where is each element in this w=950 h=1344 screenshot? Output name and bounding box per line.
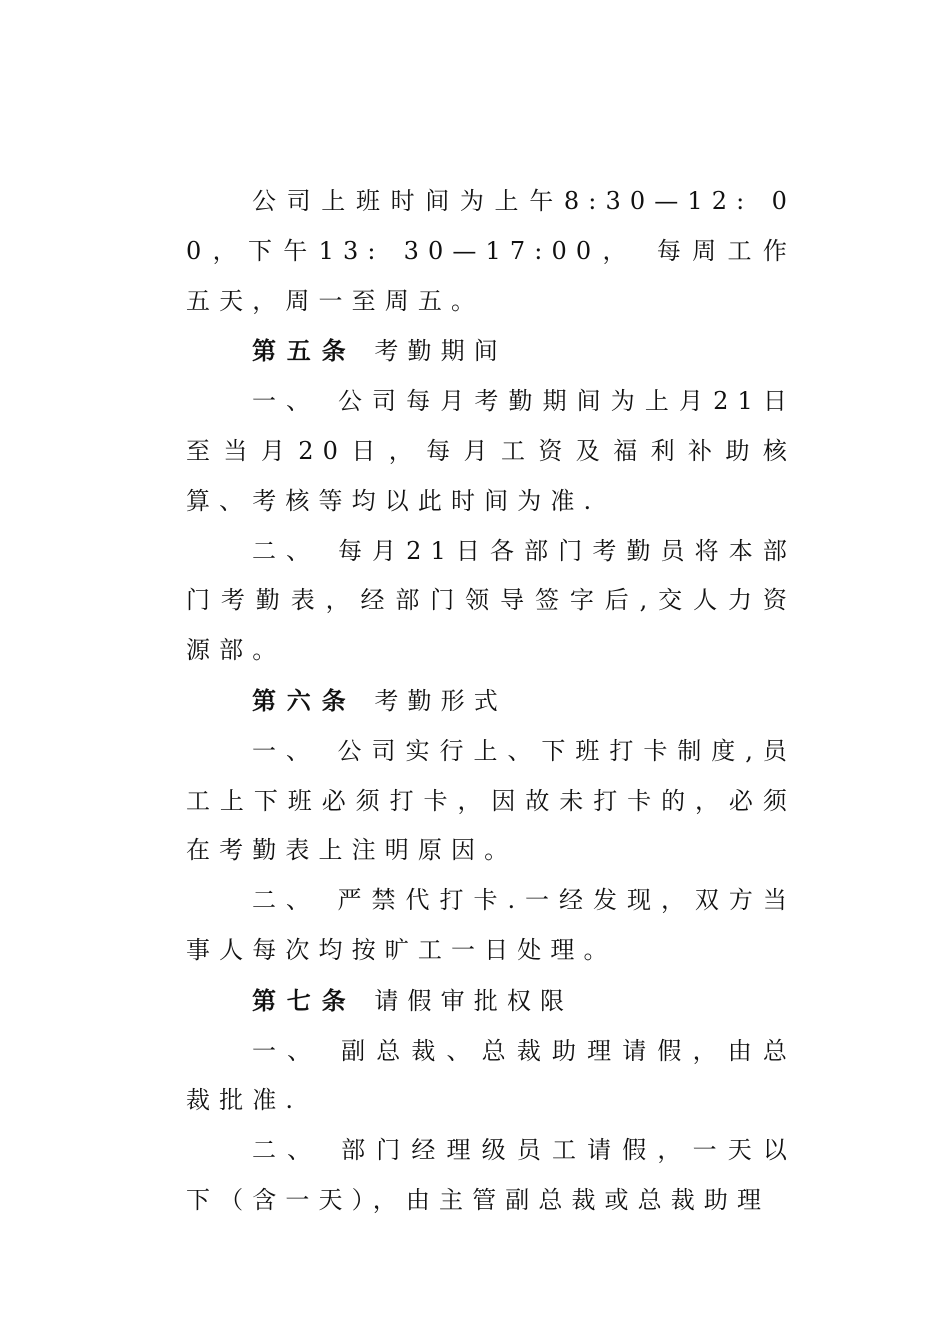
paragraph-article-7-item-1: 一、 副总裁、总裁助理请假，由总裁批准. [186,1036,796,1115]
document-body [186,177,796,1226]
article-7-heading [186,976,796,1027]
article-6-heading [186,676,796,727]
article-5-heading [186,326,796,377]
article-number: 第五条 [252,336,357,366]
paragraph-article-6-item-1: 一、 公司实行上、下班打卡制度,员工上下班必须打卡，因故未打卡的，必须在考勤表上注明原因。 [186,736,796,865]
paragraph-article-5-item-2: 二、 每月21日各部门考勤员将本部门考勤表，经部门领导签字后,交人力资源部。 [186,536,796,665]
paragraph-article-6-item-2: 二、 严禁代打卡.一经发现，双方当事人每次均按旷工一日处理。 [186,886,796,964]
article-title: 考勤期间 [374,337,507,366]
paragraph-article-5-item-1: 一、 公司每月考勤期间为上月21日至当月20日，每月工资及福利补助核算、考核等均以此时间为准. [186,387,796,515]
article-title: 请假审批权限 [374,986,574,1015]
article-title: 考勤形式 [374,686,507,715]
article-number: 第六条 [252,685,357,715]
paragraph-article-7-item-2: 二、 部门经理级员工请假，一天以下（含一天），由主管副总裁或总裁助理 [186,1136,796,1214]
article-number: 第七条 [252,985,357,1015]
paragraph-work-hours: 公司上班时间为上午8:30—12: 00，下午13: 30—17:00， 每周工作五天，周一至周五。 [186,187,796,315]
